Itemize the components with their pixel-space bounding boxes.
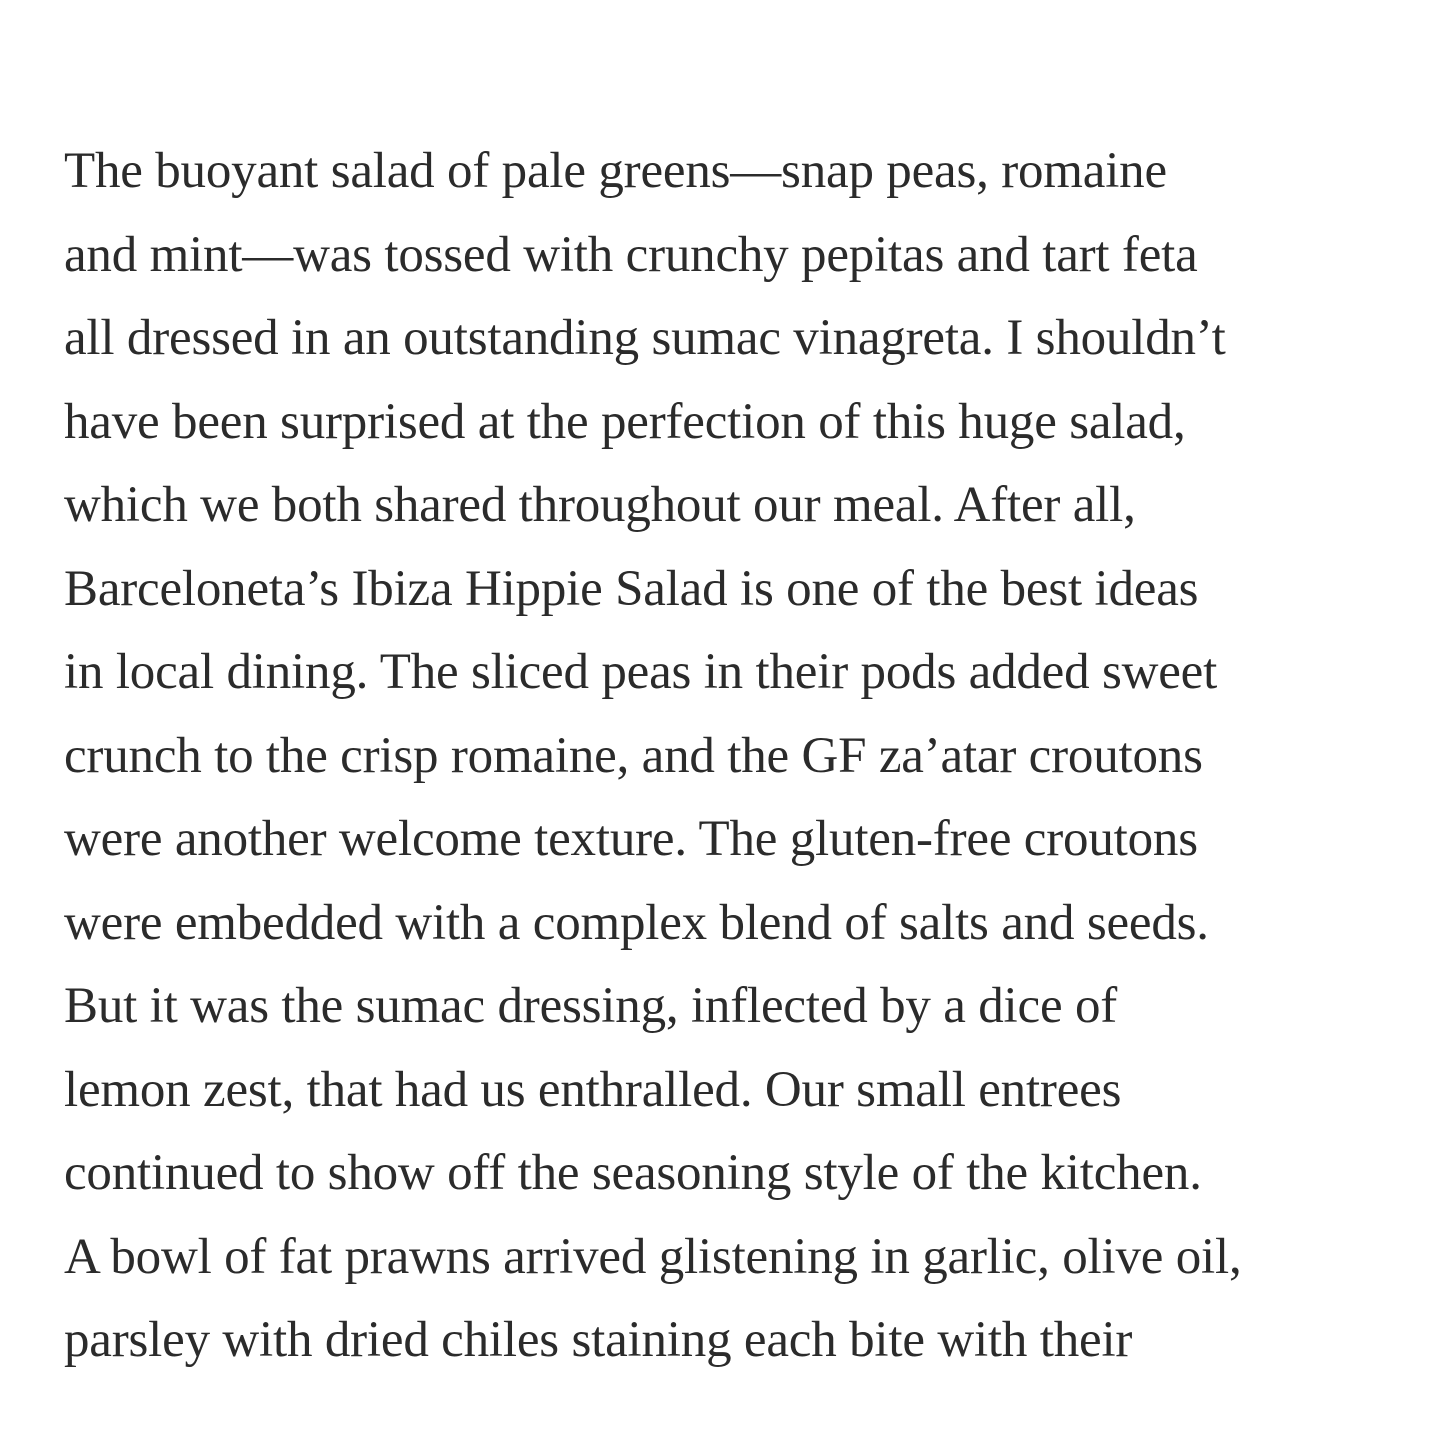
article-line: were embedded with a complex blend of salts and seeds. xyxy=(64,894,1209,951)
article-line: Barceloneta’s Ibiza Hippie Salad is one of the best ideas xyxy=(64,560,1199,617)
article-line: continued to show off the seasoning style of the kitchen. xyxy=(64,1145,1202,1201)
article-line: in local dining. The sliced peas in their pods added sweet xyxy=(64,644,1218,700)
article-line: But it was the sumac dressing, inflected by a dice of xyxy=(64,978,1118,1034)
article-line: The buoyant salad of pale greens—snap peas, romaine xyxy=(64,143,1167,199)
article-line: A bowl of fat prawns arrived glistening in garlic, olive oil, xyxy=(64,1228,1242,1285)
article-line: parsley with dried chiles staining each bite with their xyxy=(64,1312,1133,1368)
article-line: were another welcome texture. The gluten-free croutons xyxy=(64,811,1198,867)
article-line: lemon zest, that had us enthralled. Our small entrees xyxy=(64,1061,1122,1118)
article-line: have been surprised at the perfection of this huge salad, xyxy=(64,393,1186,450)
article-line: crunch to the crisp romaine, and the GF za’atar croutons xyxy=(64,727,1203,784)
article-line: which we both shared throughout our meal. After all, xyxy=(64,477,1136,533)
article-body xyxy=(64,130,1404,1383)
article-line: all dressed in an outstanding sumac vinagreta. I shouldn’t xyxy=(64,310,1226,366)
article-line: and mint—was tossed with crunchy pepitas and tart feta xyxy=(64,226,1198,283)
